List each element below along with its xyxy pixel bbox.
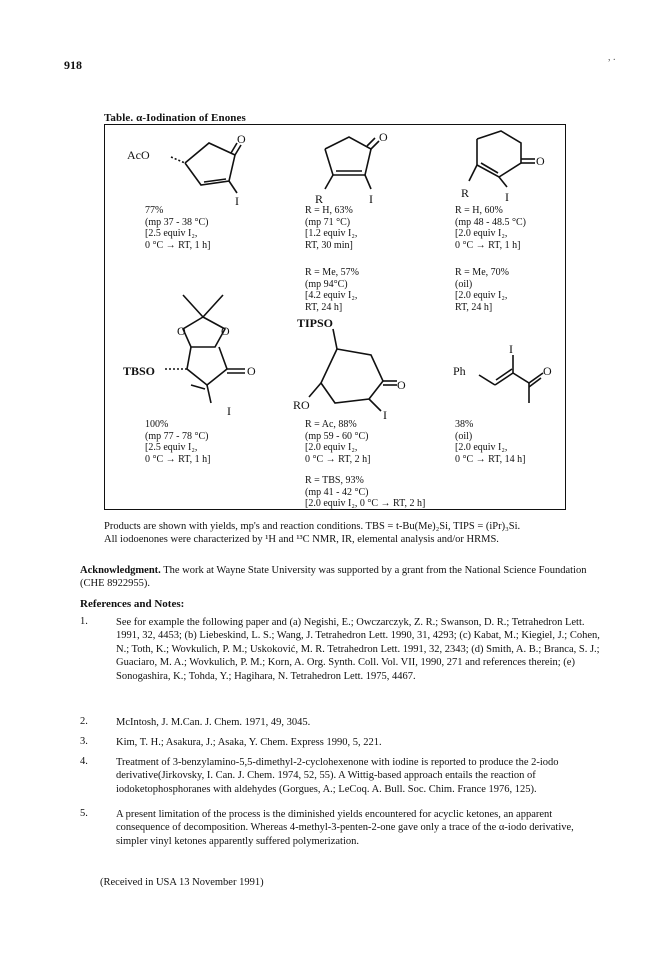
carbonyl-oxygen: O [397, 378, 406, 392]
entry-3b-data: R = Me, 70% (oil) [2.0 equiv I₂, RT, 24 h] [455, 267, 509, 313]
reference-number: 1. [80, 616, 88, 627]
ro-label: RO [293, 398, 310, 412]
entry-4-data: 100% (mp 77 - 78 °C) [2.5 equiv I₂, 0 °C → RT, 1 h] [145, 419, 211, 465]
carbonyl-oxygen: O [543, 364, 552, 378]
acknowledgment [80, 564, 602, 590]
corner-mark: , . [608, 52, 616, 63]
entry-2b-data: R = Me, 57% (mp 94°C) [4.2 equiv I₂, RT, 24 h] [305, 267, 359, 313]
table-footnote [104, 520, 520, 546]
ring-oxygen-1: O [177, 324, 186, 338]
structure-4 [107, 285, 277, 419]
reference-number: 4. [80, 756, 88, 767]
reference-number: 2. [80, 716, 88, 727]
iodine-label: I [369, 192, 373, 206]
r-label: R [315, 192, 324, 206]
acknowledgment-text: The work at Wayne State University was supported by a grant from the National Science Foundation (CHE 8922955). [80, 565, 587, 589]
acetoxy-label: AcO [127, 148, 150, 162]
ring-oxygen-2: O [221, 324, 230, 338]
entry-2a-data: R = H, 63% (mp 71 °C) [1.2 equiv I₂, RT, 30 min] [305, 205, 358, 251]
footnote-line-1: Products are shown with yields, mp's and reaction conditions. TBS = t-Bu(Me)₂Si, TIPS = (iPr)₃Si. [104, 521, 521, 532]
structure-6 [443, 339, 563, 419]
carbonyl-oxygen: O [379, 130, 388, 144]
phenyl-label: Ph [453, 364, 466, 378]
reference-number: 3. [80, 736, 88, 747]
iodine-label: I [227, 404, 231, 418]
entry-5a-data: R = Ac, 88% (mp 59 - 60 °C) [2.0 equiv I₂, 0 °C → RT, 2 h] [305, 419, 371, 465]
carbonyl-oxygen: O [247, 364, 256, 378]
tipso-label: TIPSO [297, 316, 334, 330]
reference-text: McIntosh, J. M.Can. J. Chem. 1971, 49, 3045. [116, 717, 311, 728]
reference-text: See for example the following paper and (a) Negishi, E.; Owczarczyk, Z. R.; Swanson, D. R.; Tetrahedron Lett. 1991, 32, 4453; (b) Liebeskind, L. S.; Wang, J. Tetrahedron Lett. 1990, 31, 4293; (c) Kabat, M.; Kiegiel, J.; Cohen, N.; Toth, K.; Wovkulich, P. M.; Uskoković, M. R. Tetrahedron Lett. 1991, 32, 2343; (d) Smith, A. B.; Branca, S. J.; Guaciaro, M. A.; Wovkulich, P. M.; Korn, A. Org. Synth. Coll. Vol. VII, 1990, 271 and references therein; (e) Sonogashira, K.; Tohda, Y.; Hagihara, N. Tetrahedron Lett. 1975, 4467. [116, 617, 600, 682]
entry-6-data: 38% (oil) [2.0 equiv I₂, 0 °C → RT, 14 h] [455, 419, 526, 465]
structure-3 [435, 125, 565, 207]
reference-text: A present limitation of the process is the diminished yields encountered for acyclic ketones, an apparent consequence of decomposition. Whereas 4-methyl-3-penten-2-one gave only a trace of the α-iodo derivative, simpler vinyl ketones apparently suffered polymerization. [116, 809, 574, 847]
acknowledgment-heading: Acknowledgment. [80, 565, 161, 576]
tbso-label: TBSO [123, 364, 156, 378]
structure-1 [113, 127, 263, 207]
footnote-line-2: All iodoenones were characterized by ¹H and ¹³C NMR, IR, elemental analysis and/or HRMS. [104, 534, 499, 545]
entry-5b-data: R = TBS, 93% (mp 41 - 42 °C) [2.0 equiv I₂, 0 °C → RT, 2 h] [305, 475, 426, 509]
iodine-label: I [235, 194, 239, 208]
entry-3a-data: R = H, 60% (mp 48 - 48.5 °C) [2.0 equiv I₂, 0 °C → RT, 1 h] [455, 205, 526, 251]
iodine-label: I [383, 408, 387, 422]
reference-text: Treatment of 3-benzylamino-5,5-dimethyl-2-cyclohexenone with iodine is reported to produce the 2-iodo derivative(Jirkovsky, I. Can. J. Chem. 1974, 52, 55). A Wittig-based approach entails the reaction of iodoketophosphoranes with aldehydes (Gorgues, A.; LeCoq. A. Bull. Soc. Chim. France 1976, 125). [116, 757, 559, 795]
reference-text: Kim, T. H.; Asakura, J.; Asaka, Y. Chem. Express 1990, 5, 221. [116, 737, 382, 748]
table-title: Table. α-Iodination of Enones [104, 112, 246, 124]
carbonyl-oxygen: O [536, 154, 545, 168]
table-box [104, 124, 566, 510]
received-date: (Received in USA 13 November 1991) [100, 877, 264, 888]
structure-5 [273, 315, 433, 421]
page-number: 918 [64, 58, 82, 72]
carbonyl-oxygen: O [237, 132, 246, 146]
structure-2 [297, 127, 417, 207]
reference-number: 5. [80, 808, 88, 819]
references-heading: References and Notes: [80, 598, 185, 610]
iodine-label: I [509, 342, 513, 356]
iodine-label: I [505, 190, 509, 204]
r-label: R [461, 186, 470, 200]
entry-1-data: 77% (mp 37 - 38 °C) [2.5 equiv I₂, 0 °C → RT, 1 h] [145, 205, 211, 251]
